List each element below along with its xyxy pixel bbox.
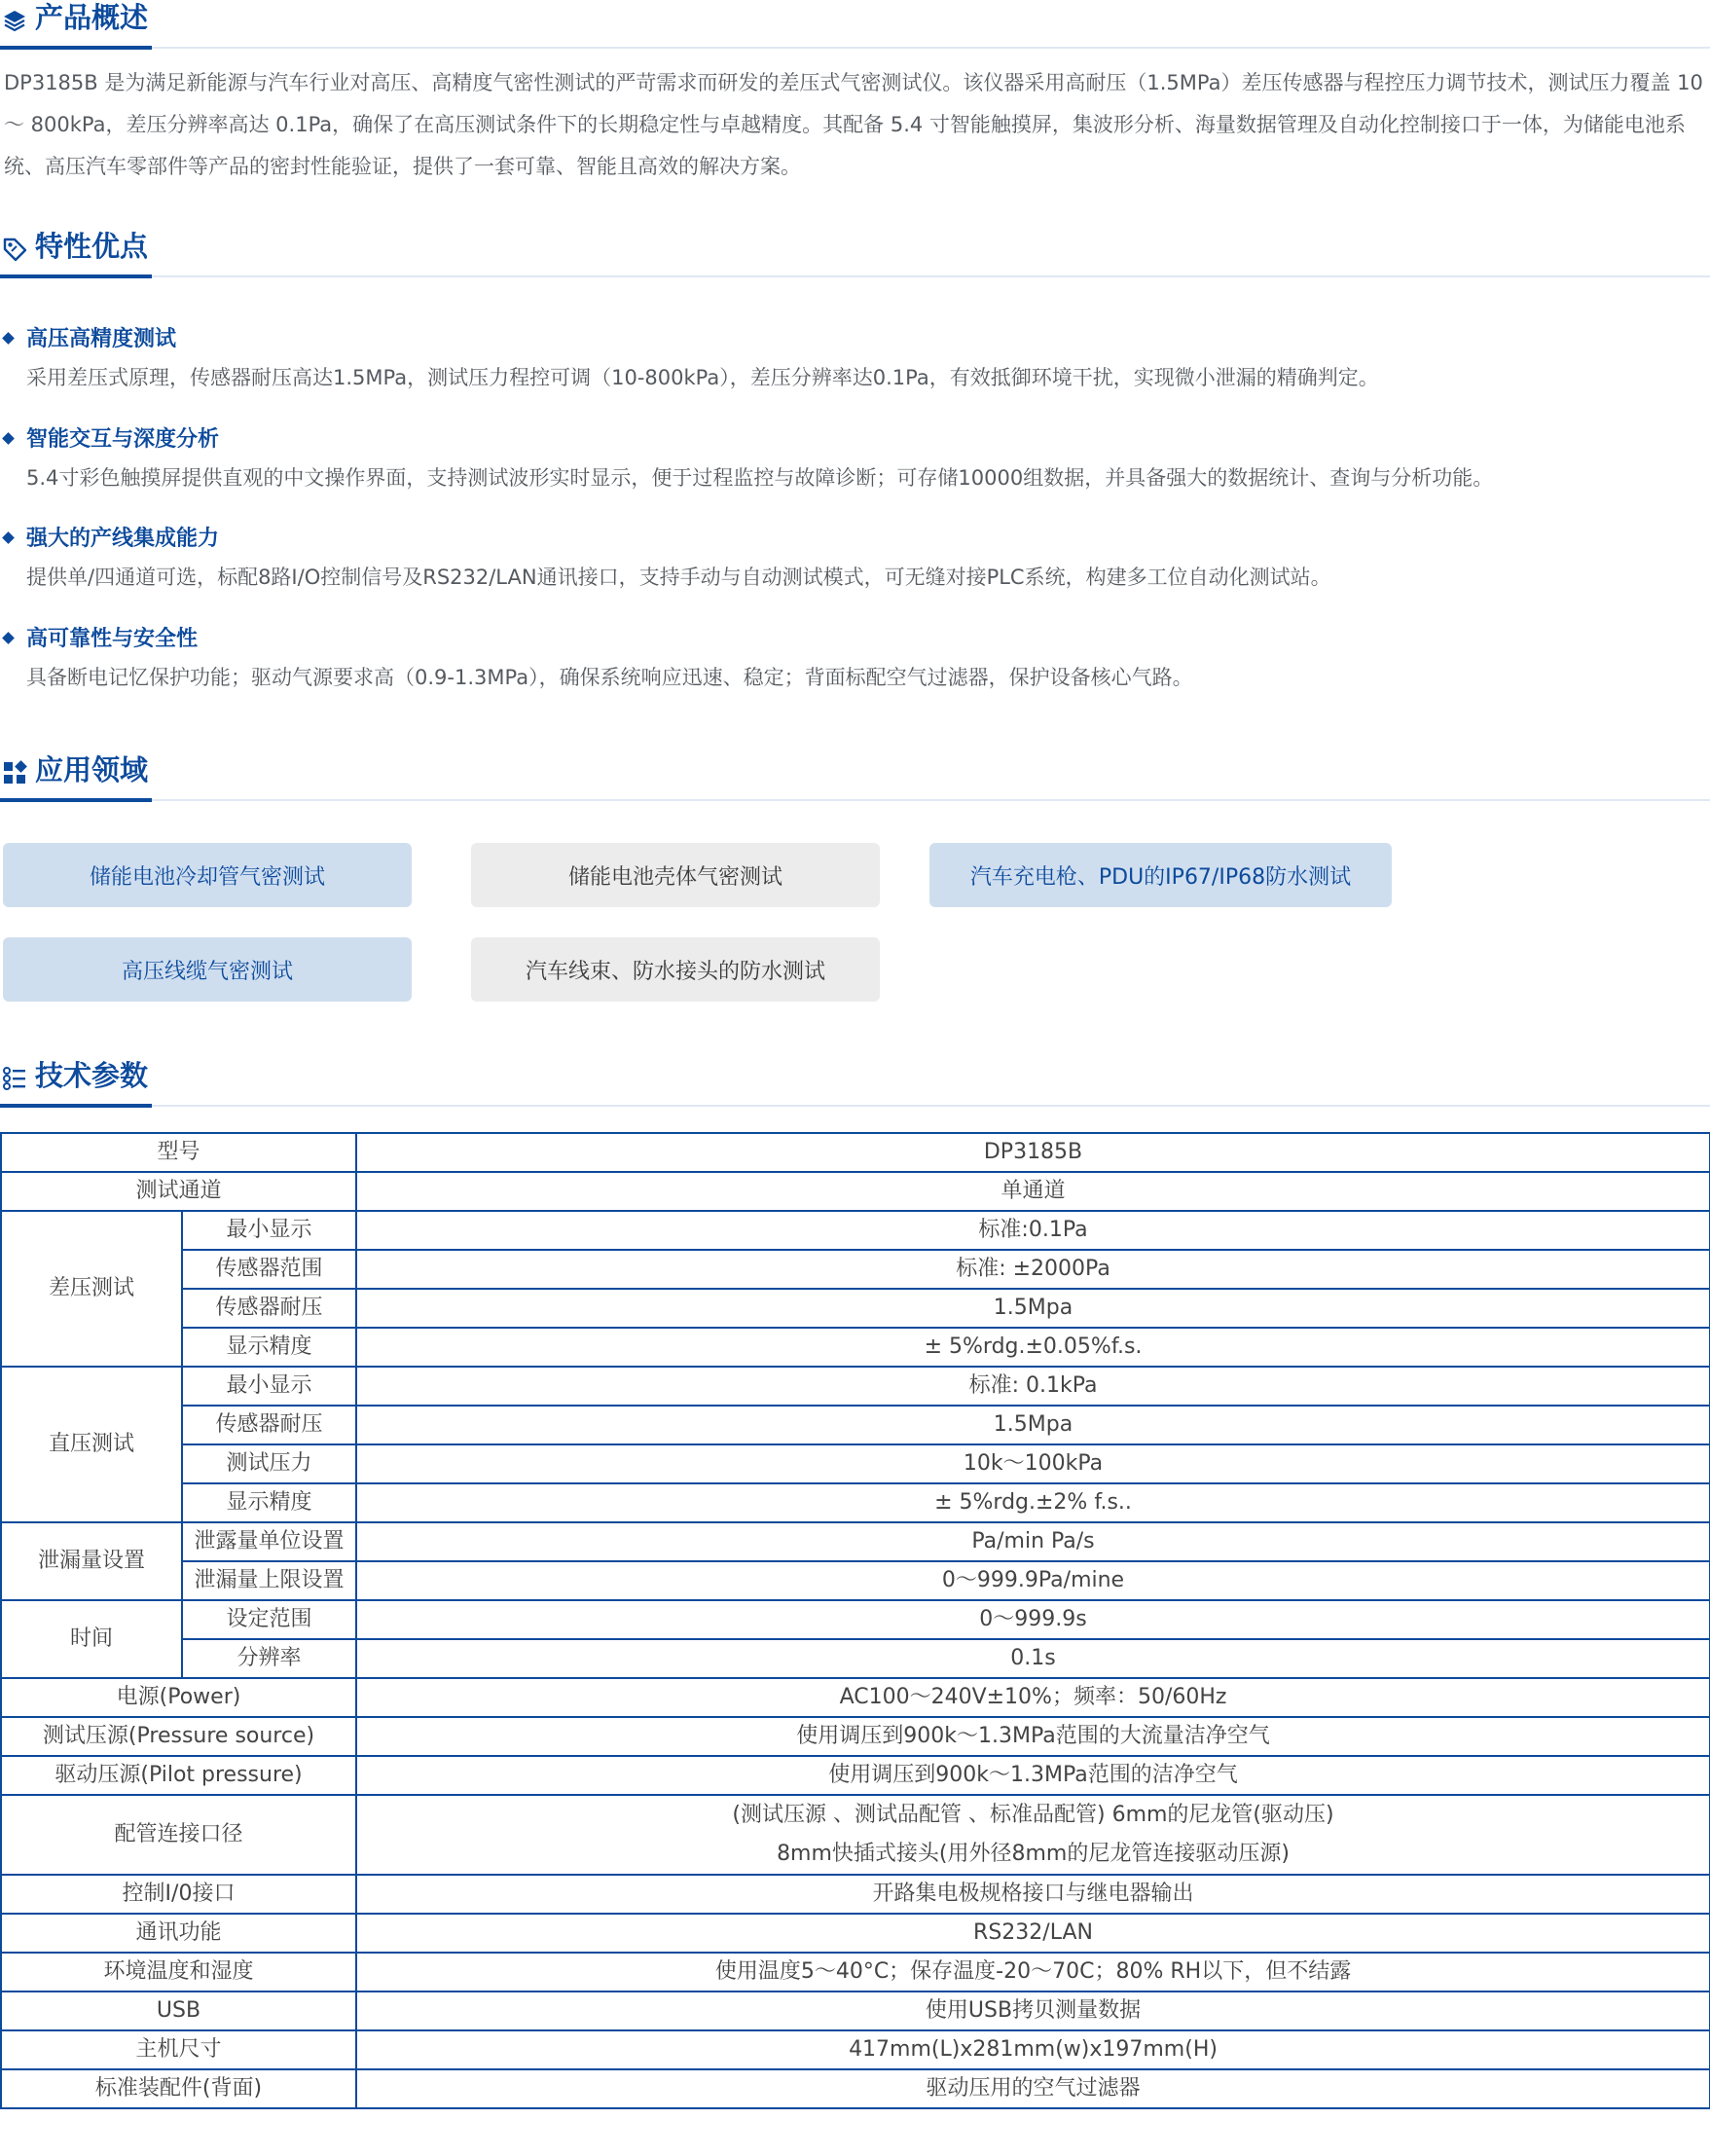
spec-value: 0～999.9s	[356, 1600, 1710, 1639]
table-row	[1, 1367, 1710, 1406]
table-row	[1, 1406, 1710, 1444]
spec-label: 泄露量单位设置	[182, 1522, 356, 1561]
table-row	[1, 1678, 1710, 1717]
table-row	[1, 1600, 1710, 1639]
table-row	[1, 1211, 1710, 1250]
spec-label: 电源(Power)	[1, 1678, 356, 1717]
spec-label: 测试压源(Pressure source)	[1, 1717, 356, 1756]
feature-title: 高可靠性与安全性	[26, 627, 199, 651]
application-tag: 汽车充电枪、PDU的IP67/IP68防水测试	[929, 843, 1392, 907]
table-row	[1, 2030, 1710, 2069]
spec-label: 泄漏量上限设置	[182, 1561, 356, 1600]
spec-value-line: 8mm快插式接头(用外径8mm的尼龙管连接驱动压源)	[777, 1842, 1290, 1866]
section-divider-accent	[0, 798, 152, 802]
spec-value: 标准:0.1Pa	[356, 1211, 1710, 1250]
spec-value: 417mm(L)x281mm(w)x197mm(H)	[356, 2030, 1710, 2069]
spec-value: 1.5Mpa	[356, 1289, 1710, 1328]
section-divider-accent	[0, 46, 152, 50]
spec-label: 驱动压源(Pilot pressure)	[1, 1756, 356, 1795]
table-row	[1, 1522, 1710, 1561]
section-header-features	[0, 229, 1710, 287]
spec-value: 标准: 0.1kPa	[356, 1367, 1710, 1406]
list-icon	[2, 1066, 27, 1091]
spec-value-line: (测试压源 、测试品配管 、标准品配管) 6mm的尼龙管(驱动压)	[732, 1803, 1334, 1827]
section-divider	[0, 1105, 1710, 1107]
spec-label: 测试压力	[182, 1444, 356, 1483]
table-row	[1, 1250, 1710, 1289]
table-row	[1, 1717, 1710, 1756]
application-tag: 储能电池冷却管气密测试	[3, 843, 412, 907]
spec-label: 标准装配件(背面)	[1, 2069, 356, 2108]
layers-icon	[2, 8, 27, 33]
table-row	[1, 1561, 1710, 1600]
spec-value: 10k～100kPa	[356, 1444, 1710, 1483]
spec-label: 最小显示	[182, 1211, 356, 1250]
spec-label: 显示精度	[182, 1328, 356, 1367]
spec-value: 使用调压到900k～1.3MPa范围的大流量洁净空气	[356, 1717, 1710, 1756]
spec-value: 驱动压用的空气过滤器	[356, 2069, 1710, 2108]
diamond-bullet-icon	[2, 632, 15, 644]
spec-label: USB	[1, 1992, 356, 2030]
spec-value: 使用调压到900k～1.3MPa范围的洁净空气	[356, 1756, 1710, 1795]
section-header-overview	[0, 0, 1710, 58]
spec-value: 标准: ±2000Pa	[356, 1250, 1710, 1289]
spec-label: 测试通道	[1, 1172, 356, 1211]
spec-label: 控制I/0接口	[1, 1875, 356, 1914]
section-divider	[0, 799, 1710, 801]
table-row	[1, 1444, 1710, 1483]
spec-value: ± 5%rdg.±0.05%f.s.	[356, 1328, 1710, 1367]
table-row	[1, 1875, 1710, 1914]
spec-group-label: 泄漏量设置	[1, 1522, 182, 1600]
table-row	[1, 1133, 1710, 1172]
spec-value: DP3185B	[356, 1133, 1710, 1172]
table-row	[1, 1639, 1710, 1678]
spec-value: Pa/min Pa/s	[356, 1522, 1710, 1561]
section-divider	[0, 275, 1710, 277]
table-row	[1, 2069, 1710, 2108]
section-divider-accent	[0, 274, 152, 278]
spec-value: ± 5%rdg.±2% f.s..	[356, 1483, 1710, 1522]
section-header-specs	[0, 1058, 1710, 1116]
table-row	[1, 1992, 1710, 2030]
table-row	[1, 1795, 1710, 1875]
feature-description: 具备断电记忆保护功能；驱动气源要求高（0.9-1.3MPa），确保系统响应迅速、稳定；背面标配空气过滤器，保护设备核心气路。	[26, 666, 1193, 689]
feature-description: 提供单/四通道可选，标配8路I/O控制信号及RS232/LAN通讯接口，支持手动与自动测试模式，可无缝对接PLC系统，构建多工位自动化测试站。	[26, 566, 1331, 589]
feature-description: 5.4寸彩色触摸屏提供直观的中文操作界面，支持测试波形实时显示，便于过程监控与故障诊断；可存储10000组数据，并具备强大的数据统计、查询与分析功能。	[26, 466, 1494, 490]
table-row	[1, 1914, 1710, 1953]
spec-label: 显示精度	[182, 1483, 356, 1522]
spec-group-label: 直压测试	[1, 1367, 182, 1522]
feature-title: 智能交互与深度分析	[26, 427, 220, 452]
table-row	[1, 1483, 1710, 1522]
section-title: 应用领域	[35, 753, 149, 786]
application-tag: 储能电池壳体气密测试	[471, 843, 880, 907]
overview-paragraph: DP3185B 是为满足新能源与汽车行业对高压、高精度气密性测试的严苛需求而研发的差压式气密测试仪。该仪器采用高耐压（1.5MPa）差压传感器与程控压力调节技术，测试压力覆盖 10 ～ 800kPa，差压分辨率高达 0.1Pa，确保了在高压测试条件下的长期稳定性与卓越精度。其配备 5.4 寸智能触摸屏，集波形分析、海量数据管理及自动化控制接口于一体，为储能电池系统、高压汽车零部件等产品的密封性能验证，提供了一套可靠、智能且高效的解决方案。	[4, 71, 1703, 178]
spec-label: 配管连接口径	[1, 1795, 356, 1875]
spec-label: 环境温度和湿度	[1, 1953, 356, 1992]
spec-label: 分辨率	[182, 1639, 356, 1678]
tag-icon	[2, 237, 27, 262]
spec-value: 使用USB拷贝测量数据	[356, 1992, 1710, 2030]
spec-label: 传感器范围	[182, 1250, 356, 1289]
spec-label: 设定范围	[182, 1600, 356, 1639]
section-header-applications	[0, 752, 1710, 811]
section-title: 技术参数	[35, 1059, 149, 1092]
section-title: 特性优点	[35, 230, 149, 263]
spec-label: 最小显示	[182, 1367, 356, 1406]
table-row	[1, 1328, 1710, 1367]
table-row	[1, 1289, 1710, 1328]
table-row	[1, 1172, 1710, 1211]
spec-group-label: 差压测试	[1, 1211, 182, 1367]
spec-value: 使用温度5～40°C；保存温度-20～70C；80% RH以下，但不结露	[356, 1953, 1710, 1992]
section-title: 产品概述	[35, 1, 149, 34]
spec-table	[0, 1132, 1710, 2109]
spec-label: 主机尺寸	[1, 2030, 356, 2069]
spec-label: 型号	[1, 1133, 356, 1172]
spec-value: 单通道	[356, 1172, 1710, 1211]
spec-value: AC100～240V±10%；频率：50/60Hz	[356, 1678, 1710, 1717]
table-row	[1, 1756, 1710, 1795]
diamond-bullet-icon	[2, 332, 15, 345]
spec-value: 0.1s	[356, 1639, 1710, 1678]
spec-value: 1.5Mpa	[356, 1406, 1710, 1444]
spec-group-label: 时间	[1, 1600, 182, 1678]
spec-label: 通讯功能	[1, 1914, 356, 1953]
spec-label: 传感器耐压	[182, 1406, 356, 1444]
feature-description: 采用差压式原理，传感器耐压高达1.5MPa，测试压力程控可调（10-800kPa），差压分辨率达0.1Pa，有效抵御环境干扰，实现微小泄漏的精确判定。	[26, 366, 1379, 389]
feature-title: 强大的产线集成能力	[26, 527, 220, 551]
spec-value: RS232/LAN	[356, 1914, 1710, 1953]
diamond-bullet-icon	[2, 432, 15, 445]
spec-label: 传感器耐压	[182, 1289, 356, 1328]
section-divider	[0, 47, 1710, 49]
spec-value: 0～999.9Pa/mine	[356, 1561, 1710, 1600]
grid-icon	[2, 760, 27, 786]
feature-title: 高压高精度测试	[26, 327, 177, 351]
spec-value: 开路集电极规格接口与继电器输出	[356, 1875, 1710, 1914]
diamond-bullet-icon	[2, 531, 15, 544]
table-row	[1, 1953, 1710, 1992]
application-tag: 汽车线束、防水接头的防水测试	[471, 937, 880, 1002]
section-divider-accent	[0, 1104, 152, 1108]
application-tag: 高压线缆气密测试	[3, 937, 412, 1002]
spec-value	[356, 1795, 1710, 1875]
